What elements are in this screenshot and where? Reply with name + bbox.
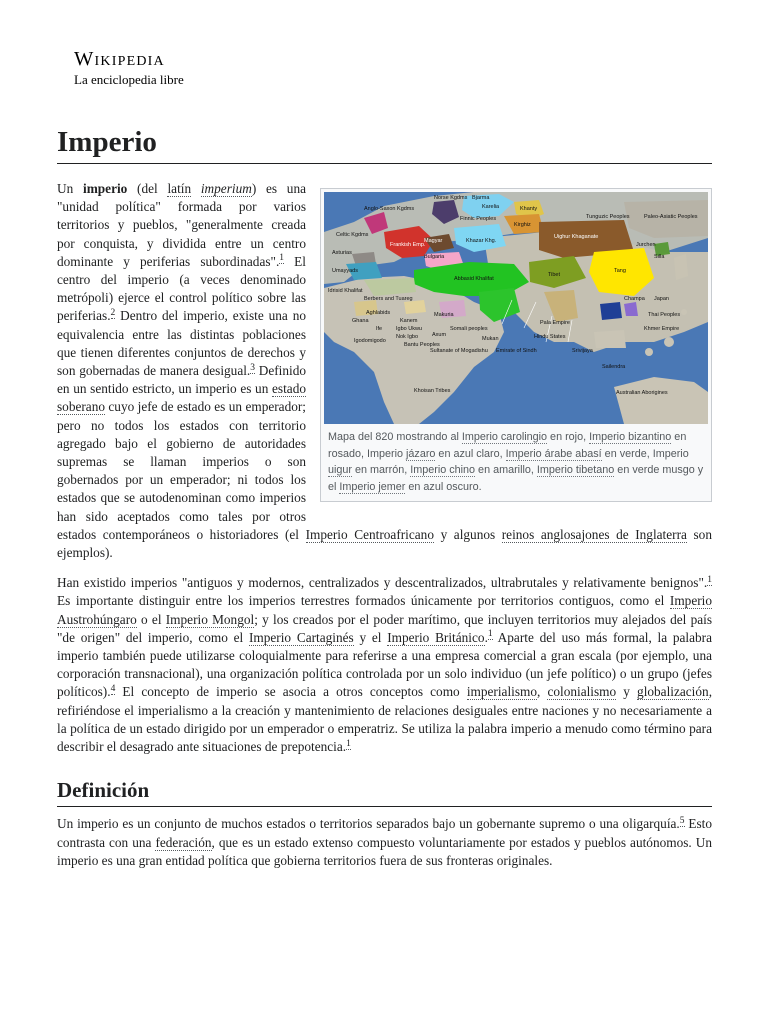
text: Esto contrasta con una: [57, 816, 712, 850]
bold-term-imperio: imperio: [83, 181, 128, 196]
map-label-hindu: Hindu States: [534, 334, 566, 340]
map-label-karelia: Karelia: [482, 204, 500, 210]
link-imperio-chino[interactable]: Imperio chino: [410, 464, 476, 476]
link-imperio-tibetano[interactable]: Imperio tibetano: [536, 464, 615, 476]
map-label-idrisid: Idrisid Khalifat: [328, 288, 363, 294]
caption-text: en rojo,: [547, 431, 590, 443]
text: [191, 181, 201, 196]
caption-text: en amarillo,: [475, 464, 537, 476]
map-label-norse: Norse Kgdms: [434, 195, 468, 201]
map-label-thai: Thai Peoples: [648, 312, 681, 318]
reference-link[interactable]: 2: [110, 308, 116, 318]
map-label-srivijaya: Srivijaya: [572, 348, 593, 354]
text: El centro del imperio (a veces denominado metrópoli) ejerce el control político sobre las periferias.: [57, 253, 306, 324]
map-label-pala: Pala Empire: [540, 320, 570, 326]
map-label-champa: Champa: [624, 296, 645, 302]
map-label-magyar: Magyar: [424, 238, 443, 244]
link-globalizacion[interactable]: globalización: [637, 684, 709, 700]
map-label-mukan: Mukan: [482, 336, 499, 342]
map-label-kanem: Kanem: [400, 318, 418, 324]
reference-link[interactable]: 5: [679, 815, 685, 826]
caption-text: Mapa del 820 mostrando al: [328, 431, 462, 443]
link-latin[interactable]: latín: [167, 181, 192, 196]
text: y algunos: [433, 526, 502, 542]
map-label-makuria: Makuria: [434, 312, 454, 318]
map-label-paleo-asiatic: Paleo-Asiatic Peoples: [644, 214, 698, 220]
intro-paragraph-2: [57, 574, 712, 756]
map-label-igbo: Igbo Ukwu: [396, 326, 422, 332]
map-label-khanty: Khanty: [520, 206, 538, 212]
map-label-axum: Axum: [432, 332, 447, 338]
map-label-umayyads: Umayyads: [332, 268, 358, 274]
map-label-sultanate: Sultanate of Mogadishu: [430, 348, 488, 354]
caption-text: en rosado, Imperio: [328, 431, 687, 460]
map-label-emirate: Emirate of Sindh: [496, 348, 537, 354]
reference-link[interactable]: 1: [279, 253, 285, 264]
map-label-aborigines: Australian Aborigines: [616, 390, 668, 396]
map-label-ghana: Ghana: [352, 318, 369, 324]
map-label-tunguzic: Tunguzic Peoples: [586, 214, 630, 220]
map-label-kirghiz: Kirghiz: [514, 222, 531, 228]
link-imperialismo[interactable]: imperialismo: [466, 684, 537, 700]
text: Un imperio es un conjunto de muchos estados o territorios separados bajo un gobernante supremo o una oligarquía.: [57, 816, 680, 832]
map-label-aghlabids: Aghlabids: [366, 310, 391, 316]
map-label-bulgaria: Bulgaria: [424, 254, 445, 260]
text: son ejemplos).: [57, 526, 712, 561]
page-title: Imperio: [57, 124, 712, 164]
link-imperio-jemer[interactable]: Imperio jemer: [339, 480, 406, 493]
text: (del: [127, 181, 168, 196]
map-label-anglo-saxon: Anglo-Saxon Kgdms: [364, 206, 415, 212]
text: ,: [537, 684, 548, 700]
section-heading-definicion: Definición: [57, 776, 712, 807]
map-label-khmer: Khmer Empire: [644, 326, 680, 332]
map-820-image[interactable]: [324, 192, 708, 424]
link-imperio-bizantino[interactable]: Imperio bizantino: [589, 431, 672, 443]
map-label-jurchen: Jurchen: [636, 242, 656, 248]
text: y: [616, 684, 638, 700]
map-label-finnic: Finnic Peoples: [460, 216, 497, 222]
link-imperio-carolingio[interactable]: Imperio carolingio: [461, 431, 548, 443]
map-label-silla: Silla: [654, 254, 665, 260]
map-label-igodomigodo: Igodomigodo: [354, 338, 386, 344]
text: Un: [57, 181, 83, 196]
text: Aparte del uso más formal, la palabra imperio también puede utilizarse coloquialmente para referirse a una empresa comercial a gran escala (por ejemplo, una corporación transnacional), una organización política controlada por un solo individuo (un jefe político) o un grupo (jefes políticos).: [57, 629, 713, 700]
text: y el: [353, 629, 388, 645]
definicion-paragraph-1: [57, 815, 712, 870]
map-label-somali: Somali peoples: [450, 326, 488, 332]
link-imperio-austrohungaro[interactable]: Imperio Austrohúngaro: [57, 593, 712, 627]
map-figure: [320, 188, 712, 502]
link-jazaro[interactable]: jázaro: [406, 447, 436, 460]
map-label-khazar: Khazar Khg.: [466, 238, 497, 244]
text: El concepto de imperio se asocia a otros conceptos como: [115, 684, 467, 700]
reference-link[interactable]: 1: [487, 629, 493, 640]
reference-link[interactable]: 1: [707, 574, 712, 585]
link-imperio-centroafricano[interactable]: Imperio Centroafricano: [305, 526, 434, 542]
map-label-berbers: Berbers and Tuareg: [364, 296, 413, 302]
link-reinos-anglosajones[interactable]: reinos anglosajones de Inglaterra: [501, 526, 687, 542]
caption-text: en marrón,: [352, 464, 411, 476]
link-uigur[interactable]: uigur: [328, 464, 353, 476]
map-label-asturias: Asturias: [332, 250, 352, 256]
map-label-nok: Nok Igbo: [396, 334, 419, 340]
text: Han existido imperios "antiguos y modernos, centralizados y descentralizados, ultrabrutales y relativamente benignos".: [57, 575, 708, 591]
text: Dentro del imperio, existe una no equivalencia entre las distintas poblaciones que tienen diferentes conjuntos de derechos y son gobernadas de manera desigual.: [57, 308, 306, 379]
map-label-bjarmians: Bjarma: [472, 195, 490, 201]
article-content: [57, 180, 712, 882]
map-label-frankish: Frankish Emp.: [390, 242, 426, 248]
link-imperio-britanico[interactable]: Imperio Británico: [387, 629, 485, 645]
caption-text: en verde, Imperio: [601, 447, 689, 460]
logo-tagline: La enciclopedia libre: [74, 72, 184, 87]
map-label-ife: Ife: [376, 326, 383, 332]
link-estado-soberano[interactable]: estado soberano: [57, 381, 306, 415]
caption-text: en azul claro,: [435, 447, 506, 460]
map-label-khoisan: Khoisan Tribes: [414, 388, 451, 394]
map-label-sailendra: Sailendra: [602, 364, 626, 370]
reference-link[interactable]: 3: [250, 362, 255, 373]
reference-link[interactable]: 1: [346, 738, 351, 749]
text: o el: [136, 611, 166, 627]
link-imperium[interactable]: imperium: [200, 181, 252, 196]
map-label-tibet: Tibet: [548, 272, 561, 278]
map-label-japan: Japan: [654, 296, 669, 302]
caption-text: en azul oscuro.: [405, 480, 482, 493]
map-label-celtic: Celtic Kgdms: [336, 232, 369, 238]
link-colonialismo[interactable]: colonialismo: [547, 684, 617, 700]
link-imperio-arabe-abasi[interactable]: Imperio árabe abasí: [505, 447, 602, 460]
text: ) es una "unidad política" formada por varios territorios y pueblos, "generalmente creada por conquista, y dividida entre un centro dominante y periferias subordinadas".: [57, 181, 307, 269]
wikipedia-logo[interactable]: [74, 48, 214, 88]
reference-link[interactable]: 4: [110, 684, 116, 695]
link-imperio-cartagines[interactable]: Imperio Cartaginés: [248, 629, 354, 645]
map-label-bantu: Bantu Peoples: [404, 342, 440, 348]
logo-wordmark: Wikipedia: [74, 48, 165, 70]
text: , refiriéndose el imperialismo a la creación y mantenimiento de relaciones desiguales entre naciones y no necesariamente a la política de un estado dirigido por un emperador o emperatriz. Se utiliza la palabra imperio a menudo como término para describir el desagrado ante situaciones de prepotencia.: [57, 684, 713, 755]
text: Es importante distinguir entre los imperios terrestres formados únicamente por territorios contiguos, como el: [57, 593, 670, 609]
link-imperio-mongol[interactable]: Imperio Mongol: [165, 611, 255, 627]
caption-text: en verde musgo y el: [328, 464, 704, 493]
text: , que es un estado extenso compuesto voluntariamente por estados y pueblos autónomos. Un imperio es una gran entidad política que gobierna territorios fuera de sus fronteras originales.: [57, 834, 712, 868]
map-label-abbasid: Abbasid Khalifat: [454, 276, 494, 282]
map-label-tang: Tang: [614, 268, 626, 274]
map-caption: [324, 424, 708, 498]
text: Definido en un sentido estricto, un imperio es un: [57, 363, 306, 397]
map-label-uighur: Uighur Khaganate: [554, 234, 599, 240]
text: cuyo jefe de estado es un emperador; pero no todos los estados con territorio agregado bajo el gobierno de autoridades supremas se llaman imperios o son gobernados por un emperador; ni todos los estados que se autodenominan como imperios han sido aceptados como tales por otros estados contemporáneos o historiadores (el: [57, 399, 306, 542]
text: ; y los creados por el poder marítimo, que incluyen territorios muy alejados del país "de origen" del imperio, como el: [57, 611, 712, 645]
link-federacion[interactable]: federación: [155, 834, 212, 850]
text: .: [484, 629, 488, 645]
